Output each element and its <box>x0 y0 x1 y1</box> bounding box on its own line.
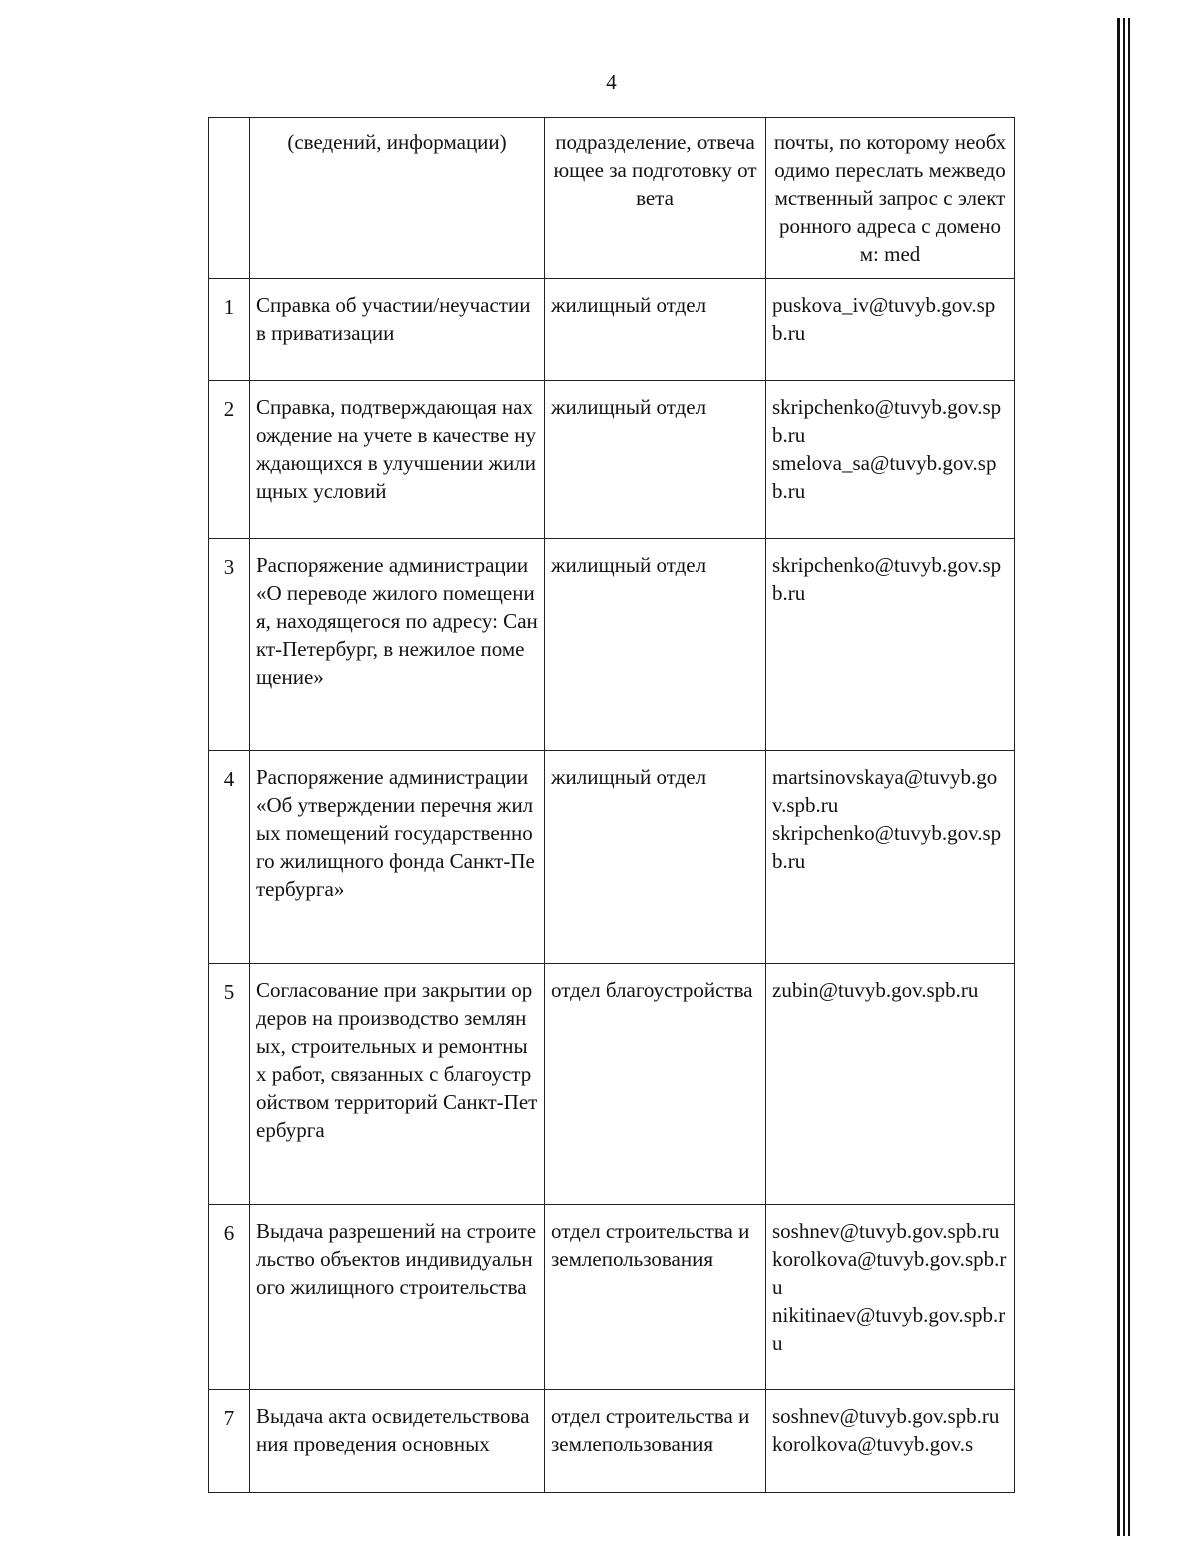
row-number: 3 <box>209 539 250 751</box>
email-address: soshnev@tuvyb.gov.spb.ru <box>772 1219 1000 1243</box>
document-name: Распоряжение администрации «Об утверждении перечня жилых помещений государственного жилищного фонда Санкт-Петербурга» <box>250 751 545 964</box>
email-address: skripchenko@tuvyb.gov.spb.ru <box>772 395 1002 447</box>
table-header-row <box>209 118 1015 279</box>
department: жилищный отдел <box>545 539 766 751</box>
email-list <box>766 964 1015 1205</box>
document-name: Распоряжение администрации «О переводе жилого помещения, находящегося по адресу: Санкт-Петербург, в нежилое помещение» <box>250 539 545 751</box>
border-line-middle <box>1123 18 1125 1536</box>
document-name: Выдача разрешений на строительство объектов индивидуального жилищного строительства <box>250 1205 545 1390</box>
email-list <box>766 381 1015 539</box>
row-number: 1 <box>209 279 250 381</box>
header-department-cell: подразделение, отвечающее за подготовку ответа <box>545 118 766 279</box>
department: отдел благоустройства <box>545 964 766 1205</box>
header-email-cell: почты, по которому необходимо переслать межведомственный запрос с электронного адреса с доменом: med <box>766 118 1015 279</box>
email-address: soshnev@tuvyb.gov.spb.ru <box>772 1404 1000 1428</box>
right-margin-border <box>1117 18 1130 1536</box>
email-address: korolkova@tuvyb.gov.s <box>772 1432 974 1456</box>
email-address: martsinovskaya@tuvyb.gov.spb.ru <box>772 765 998 817</box>
border-line-outer <box>1117 18 1120 1536</box>
email-list <box>766 751 1015 964</box>
table-row <box>209 279 1015 381</box>
department: отдел строительства и землепользования <box>545 1205 766 1390</box>
email-list <box>766 1390 1015 1493</box>
email-list <box>766 1205 1015 1390</box>
table-row <box>209 381 1015 539</box>
document-name: Выдача акта освидетельствования проведения основных <box>250 1390 545 1493</box>
header-document-cell: (сведений, информации) <box>250 118 545 279</box>
department: жилищный отдел <box>545 279 766 381</box>
border-line-inner <box>1128 18 1130 1536</box>
row-number: 5 <box>209 964 250 1205</box>
table-row <box>209 751 1015 964</box>
email-list <box>766 279 1015 381</box>
table-row <box>209 539 1015 751</box>
row-number: 7 <box>209 1390 250 1493</box>
row-number: 4 <box>209 751 250 964</box>
row-number: 2 <box>209 381 250 539</box>
document-name: Справка, подтверждающая нахождение на учете в качестве нуждающихся в улучшении жилищных условий <box>250 381 545 539</box>
email-address: smelova_sa@tuvyb.gov.spb.ru <box>772 451 997 503</box>
department: отдел строительства и землепользования <box>545 1390 766 1493</box>
document-name: Справка об участии/неучастии в приватизации <box>250 279 545 381</box>
document-name: Согласование при закрытии ордеров на производство земляных, строительных и ремонтных работ, связанных с благоустройством территорий Санкт-Петербурга <box>250 964 545 1205</box>
department: жилищный отдел <box>545 751 766 964</box>
department: жилищный отдел <box>545 381 766 539</box>
row-number: 6 <box>209 1205 250 1390</box>
email-address: puskova_iv@tuvyb.gov.spb.ru <box>772 293 996 345</box>
services-table <box>208 117 1015 1493</box>
header-num-cell <box>209 118 250 279</box>
table-row <box>209 1205 1015 1390</box>
email-address: zubin@tuvyb.gov.spb.ru <box>772 978 979 1002</box>
page-number: 4 <box>606 70 617 94</box>
email-address: skripchenko@tuvyb.gov.spb.ru <box>772 553 1002 605</box>
email-list <box>766 539 1015 751</box>
table-row <box>209 964 1015 1205</box>
email-address: korolkova@tuvyb.gov.spb.ru <box>772 1247 1007 1299</box>
table-row <box>209 1390 1015 1493</box>
email-address: skripchenko@tuvyb.gov.spb.ru <box>772 821 1002 873</box>
email-address: nikitinaev@tuvyb.gov.spb.ru <box>772 1303 1006 1355</box>
